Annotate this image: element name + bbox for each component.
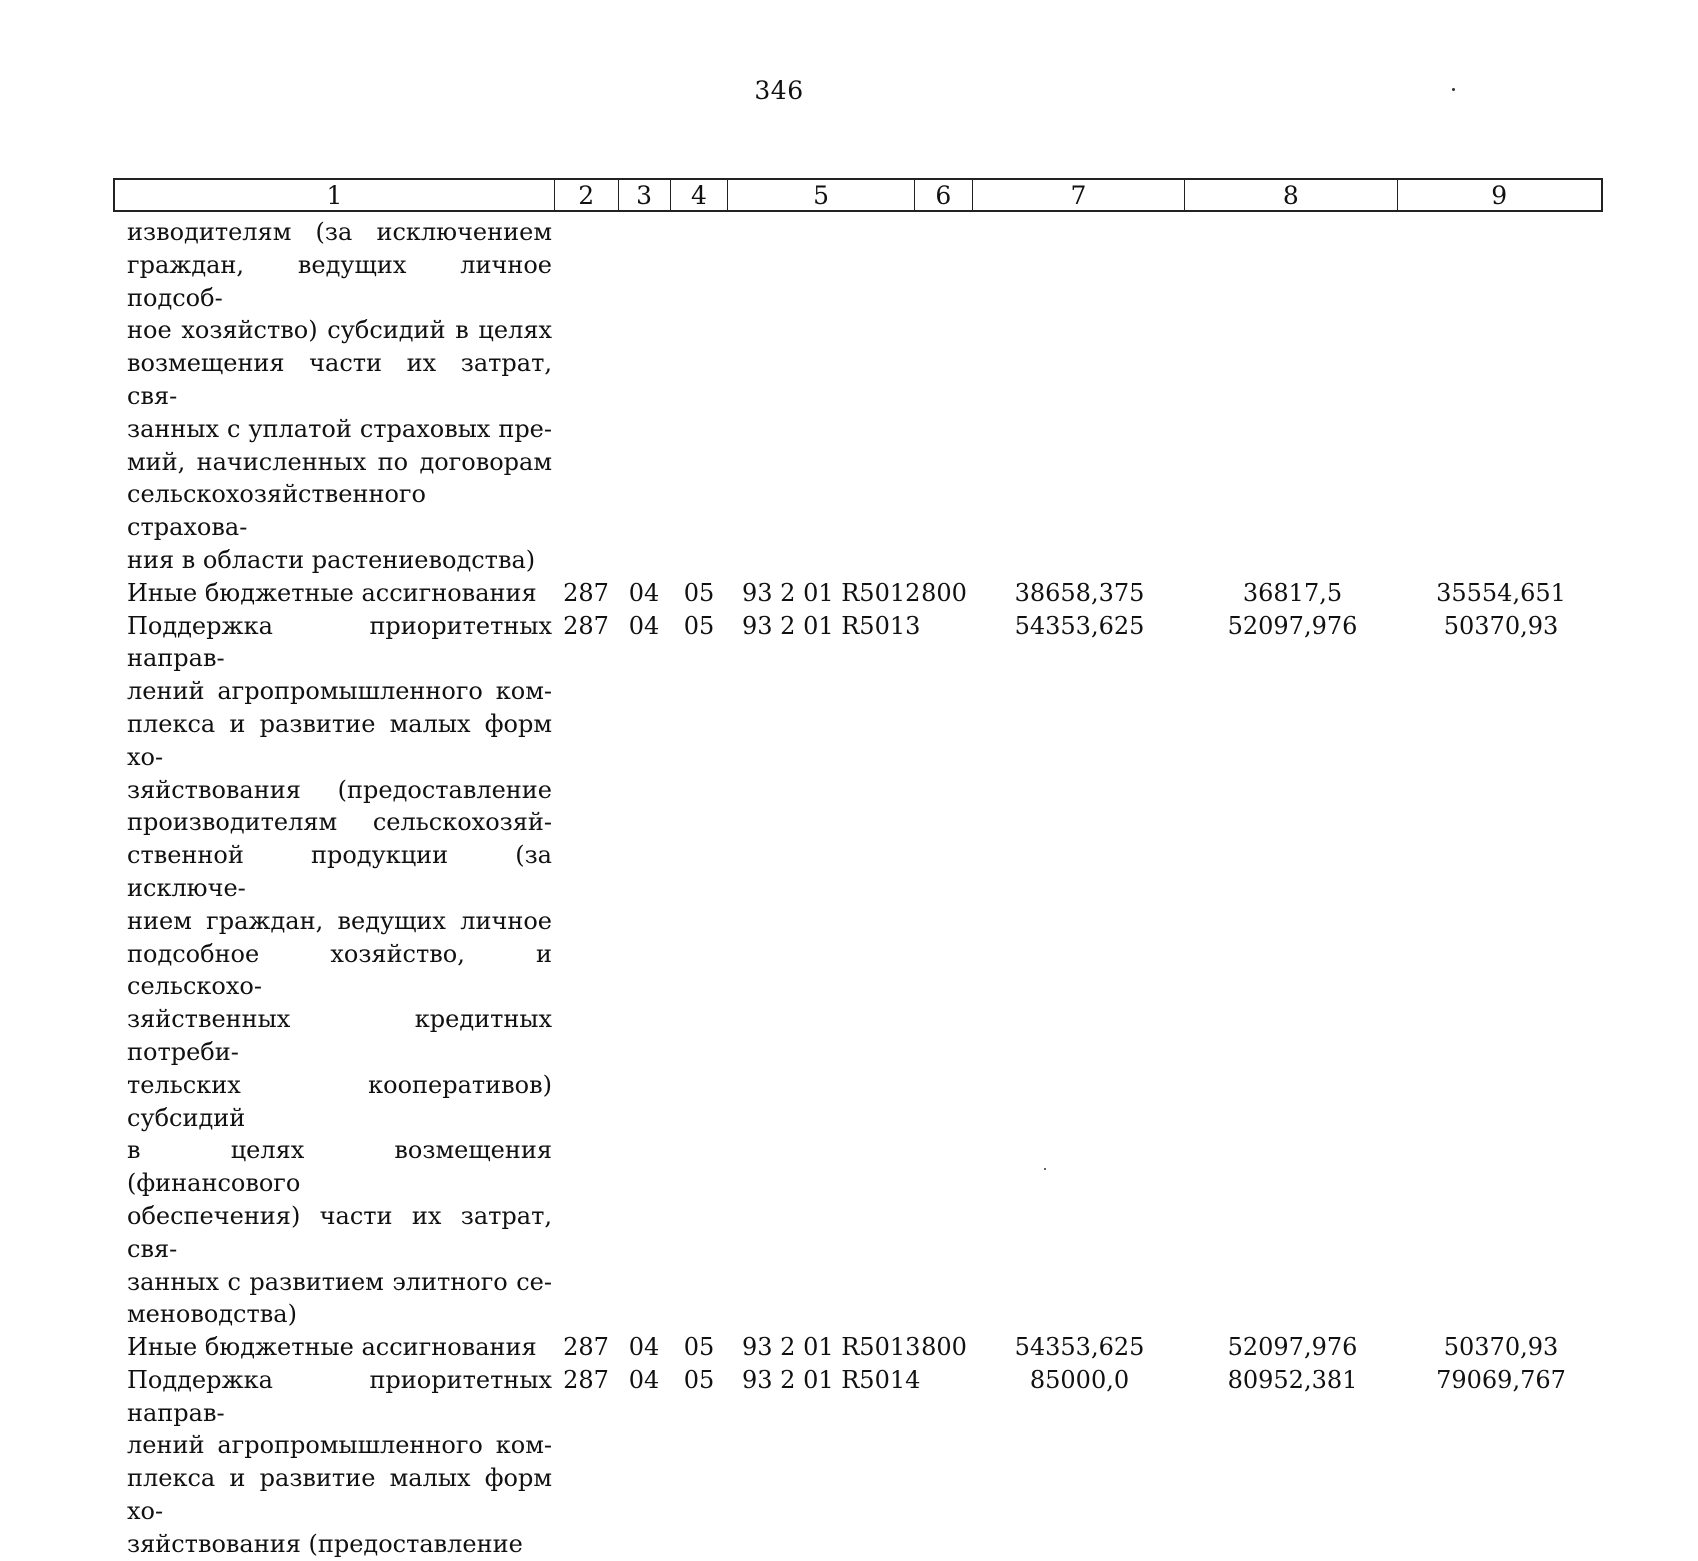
row-name-line: подсобное хозяйство, и сельскохо- [127,939,552,1001]
cell-c4: 05 [683,611,715,640]
row-name-line: сельскохозяйственного страхова- [127,480,426,542]
row-name-line: Иные бюджетные ассигнования [127,578,537,607]
row-name-line: зяйствования (предоставление [127,775,552,804]
header-col-5: 5 [728,180,915,210]
row-name-line: Поддержка приоритетных направ- [127,611,552,673]
row-name-line: плекса и развитие малых форм хо- [127,1464,552,1526]
row-name-line: ния в области растениеводства) [127,545,536,574]
budget-table-body [113,216,1603,1561]
cell-c6: 800 [921,578,967,607]
cell-c8: 52097,976 [1227,1333,1358,1362]
row-name-line: Иные бюджетные ассигнования [127,1333,537,1362]
cell-c2: 287 [563,611,609,640]
row-name-line: плекса и развитие малых форм хо- [127,709,552,771]
row-name-line: обеспечения) части их затрат, свя- [127,1201,552,1263]
row-name-line: ственной продукции (за исключе- [127,841,552,902]
cell-c7: 54353,625 [1014,1333,1145,1362]
row-name-line: в целях возмещения (финансового [127,1136,552,1198]
cell-c2: 287 [563,578,609,607]
row-name-cell [113,1331,554,1364]
table-header-row [113,178,1603,212]
row-name-line: возмещения части их затрат, свя- [127,349,552,410]
header-col-4: 4 [671,180,729,210]
header-col-8: 8 [1185,180,1397,210]
header-col-9: 9 [1491,180,1508,210]
row-name-cell [113,1364,554,1561]
row-name-line: тельских кооперативов) субсидий [127,1070,552,1132]
cell-c8: 52097,976 [1227,611,1358,640]
header-col-3: 3 [619,180,671,210]
row-name-cell [113,216,554,577]
row-name-line: граждан, ведущих личное подсоб- [127,250,552,312]
row-name-line: производителям сельскохозяй- [127,808,552,837]
cell-c8: 80952,381 [1227,1365,1358,1394]
cell-c9: 50370,93 [1443,611,1559,640]
cell-c4: 05 [683,578,715,607]
table-row [113,1364,1603,1561]
header-col-2: 2 [555,180,619,210]
cell-c5: 93 2 01 R5013 [742,611,921,640]
row-name-line: зяйствования (предоставление [127,1529,523,1558]
cell-c7: 85000,0 [1029,1365,1130,1394]
row-name-line: лений агропромышленного ком- [127,677,552,706]
cell-c9: 35554,651 [1436,578,1566,607]
row-name-line: нием граждан, ведущих личное [127,906,552,935]
cell-c9: 79069,767 [1436,1365,1566,1394]
table-row [113,610,1603,1332]
row-name-line: ное хозяйство) субсидий в целях [127,316,552,345]
page-number-text: 346 [754,76,804,105]
cell-c5: 93 2 01 R5014 [742,1365,921,1394]
cell-c7: 54353,625 [1014,611,1145,640]
cell-c4: 05 [683,1365,715,1394]
row-name-line: изводителям (за исключением [127,218,552,246]
cell-c4: 05 [683,1333,715,1362]
cell-c3: 04 [628,578,660,607]
cell-c3: 04 [628,1333,660,1362]
header-col-6: 6 [915,180,973,210]
cell-c2: 287 [563,1333,609,1362]
row-name-line: лений агропромышленного ком- [127,1431,552,1460]
header-col-1: 1 [115,180,555,210]
cell-c6: 800 [921,1333,967,1362]
row-name-cell [113,577,554,610]
row-name-line: зяйственных кредитных потреби- [127,1005,552,1066]
table-row [113,216,1603,577]
cell-c8: 36817,5 [1242,578,1343,607]
row-name-cell [113,610,554,1332]
table-row [113,577,1603,610]
cell-c5: 93 2 01 R5013 [742,1333,921,1362]
page-number [0,76,1698,105]
cell-c9: 50370,93 [1443,1333,1559,1362]
cell-c3: 04 [628,611,660,640]
cell-c2: 287 [563,1365,609,1394]
cell-c5: 93 2 01 R5012 [742,578,921,607]
table-row [113,1331,1603,1364]
cell-c3: 04 [628,1365,660,1394]
scan-speck [1452,88,1455,91]
row-name-line: меноводства) [127,1300,297,1329]
row-name-line: мий, начисленных по договорам [127,447,552,476]
cell-c7: 38658,375 [1014,578,1145,607]
row-name-line: Поддержка приоритетных направ- [127,1365,552,1427]
row-name-line: занных с развитием элитного се- [127,1267,552,1296]
row-name-line: занных с уплатой страховых пре- [127,414,552,443]
header-col-7: 7 [973,180,1185,210]
